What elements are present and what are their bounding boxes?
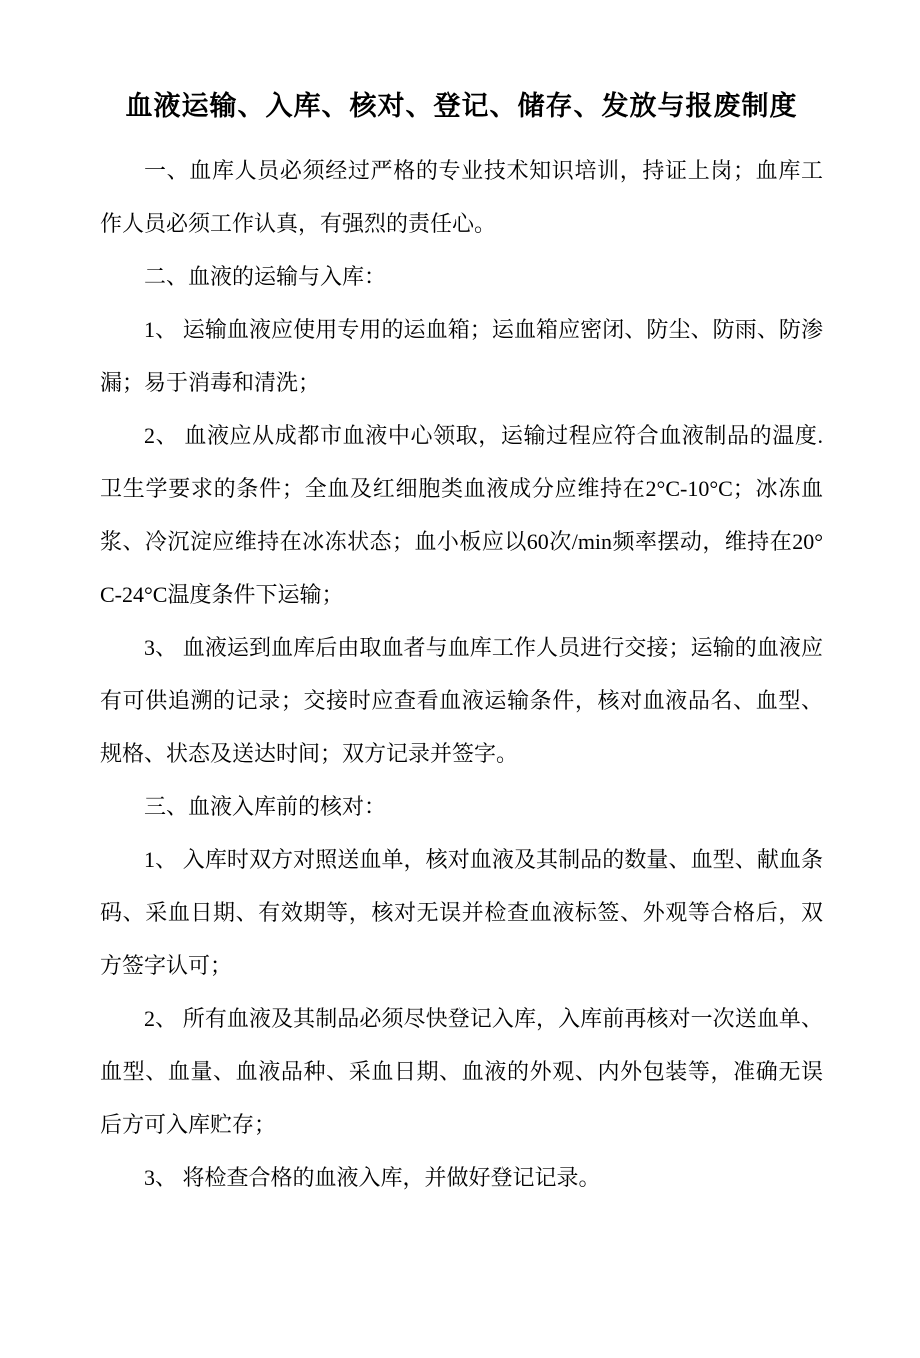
document-paragraph: 2、 血液应从成都市血液中心领取，运输过程应符合血液制品的温度. 卫生学要求的条件；全血及红细胞类血液成分应维持在2°C-10°C；冰冻血浆、冷沉淀应维持在冰冻状态；血小板应以60次/min频率摆动，维持在20°C-24°C温度条件下运输；	[100, 422, 823, 607]
document-title: 血液运输、入库、核对、登记、储存、发放与报废制度	[125, 91, 798, 121]
document-paragraph: 3、 血液运到血库后由取血者与血库工作人员进行交接；运输的血液应有可供追溯的记录；交接时应查看血液运输条件，核对血液品名、血型、规格、状态及送达时间；双方记录并签字。	[100, 634, 823, 766]
document-paragraph: 3、 将检查合格的血液入库，并做好登记记录。	[144, 1164, 601, 1190]
document-body	[100, 144, 823, 1204]
document-paragraph: 二、血液的运输与入库：	[144, 263, 387, 289]
document-paragraph: 三、血液入库前的核对：	[144, 793, 387, 819]
document-paragraph: 1、 入库时双方对照送血单，核对血液及其制品的数量、血型、献血条码、采血日期、有效期等，核对无误并检查血液标签、外观等合格后，双方签字认可；	[100, 846, 823, 978]
document-paragraph: 2、 所有血液及其制品必须尽快登记入库，入库前再核对一次送血单、血型、血量、血液品种、采血日期、血液的外观、内外包装等，准确无误后方可入库贮存；	[100, 1005, 823, 1137]
document-paragraph: 一、血库人员必须经过严格的专业技术知识培训，持证上岗；血库工作人员必须工作认真，有强烈的责任心。	[100, 157, 823, 236]
document-paragraph: 1、 运输血液应使用专用的运血箱；运血箱应密闭、防尘、防雨、防渗漏；易于消毒和清洗；	[100, 316, 823, 395]
